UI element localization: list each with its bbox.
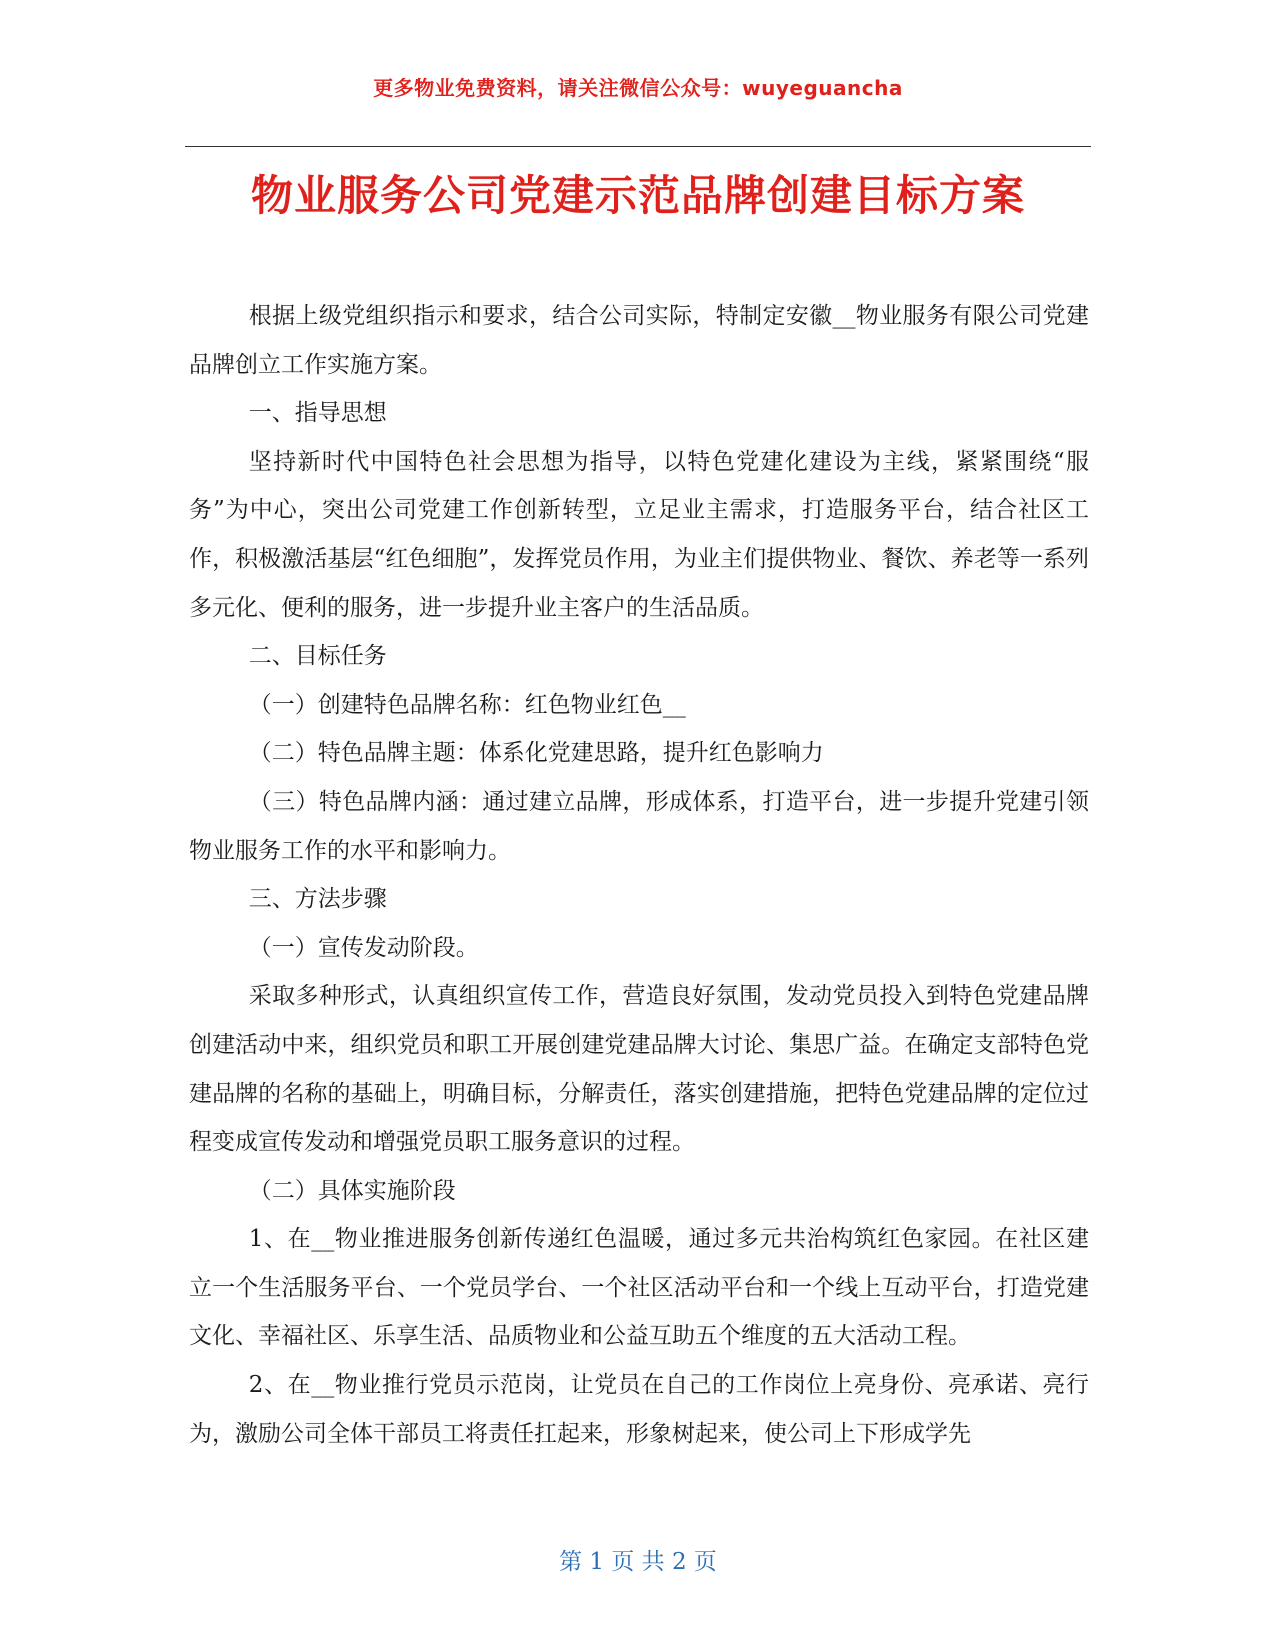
paragraph-intro: 根据上级党组织指示和要求，结合公司实际，特制定安徽__物业服务有限公司党建品牌创立工作实施方案。 (189, 303, 1089, 378)
paragraph-publicity: 采取多种形式，认真组织宣传工作，营造良好氛围，发动党员投入到特色党建品牌创建活动中来，组织党员和职工开展创建党建品牌大讨论、集思广益。在确定支部特色党建品牌的名称的基础上，明确目标，分解责任，落实创建措施，把特色党建品牌的定位过程变成宣传发动和增强党员职工服务意识的过程。 (189, 983, 1089, 1156)
header-divider (185, 146, 1091, 147)
section-heading-2: 二、目标任务 (248, 643, 387, 670)
subsection-heading-implementation: （二）具体实施阶段 (248, 1177, 456, 1204)
page-number: 第 1 页 共 2 页 (559, 1549, 717, 1575)
section-heading-1: 一、指导思想 (248, 400, 387, 427)
paragraph-guiding-thought: 坚持新时代中国特色社会思想为指导，以特色党建化建设为主线，紧紧围绕“服务”为中心，突出公司党建工作创新转型，立足业主需求，打造服务平台，结合社区工作，积极激活基层“红色细胞”，发挥党员作用，为业主们提供物业、餐饮、养老等一系列多元化、便利的服务，进一步提升业主客户的生活品质。 (189, 448, 1089, 621)
section-heading-3: 三、方法步骤 (248, 886, 387, 913)
document-title: 物业服务公司党建示范品牌创建目标方案 (250, 171, 1025, 220)
list-item-brand-theme: （二）特色品牌主题：体系化党建思路，提升红色影响力 (248, 740, 824, 767)
header-note: 更多物业免费资料，请关注微信公众号：wuyeguancha (373, 76, 903, 100)
document-body (189, 292, 1089, 1458)
subsection-heading-publicity: （一）宣传发动阶段。 (248, 934, 479, 961)
paragraph-item-2: 2、在__物业推行党员示范岗，让党员在自己的工作岗位上亮身份、亮承诺、亮行为，激励公司全体干部员工将责任扛起来，形象树起来，使公司上下形成学先 (189, 1372, 1089, 1447)
list-item-brand-name: （一）创建特色品牌名称：红色物业红色__ (248, 691, 686, 718)
list-item-brand-connotation: （三）特色品牌内涵：通过建立品牌，形成体系，打造平台，进一步提升党建引领物业服务工作的水平和影响力。 (189, 788, 1089, 864)
paragraph-item-1: 1、在__物业推进服务创新传递红色温暖，通过多元共治构筑红色家园。在社区建立一个生活服务平台、一个党员学台、一个社区活动平台和一个线上互动平台，打造党建文化、幸福社区、乐享生活、品质物业和公益互助五个维度的五大活动工程。 (189, 1226, 1089, 1350)
